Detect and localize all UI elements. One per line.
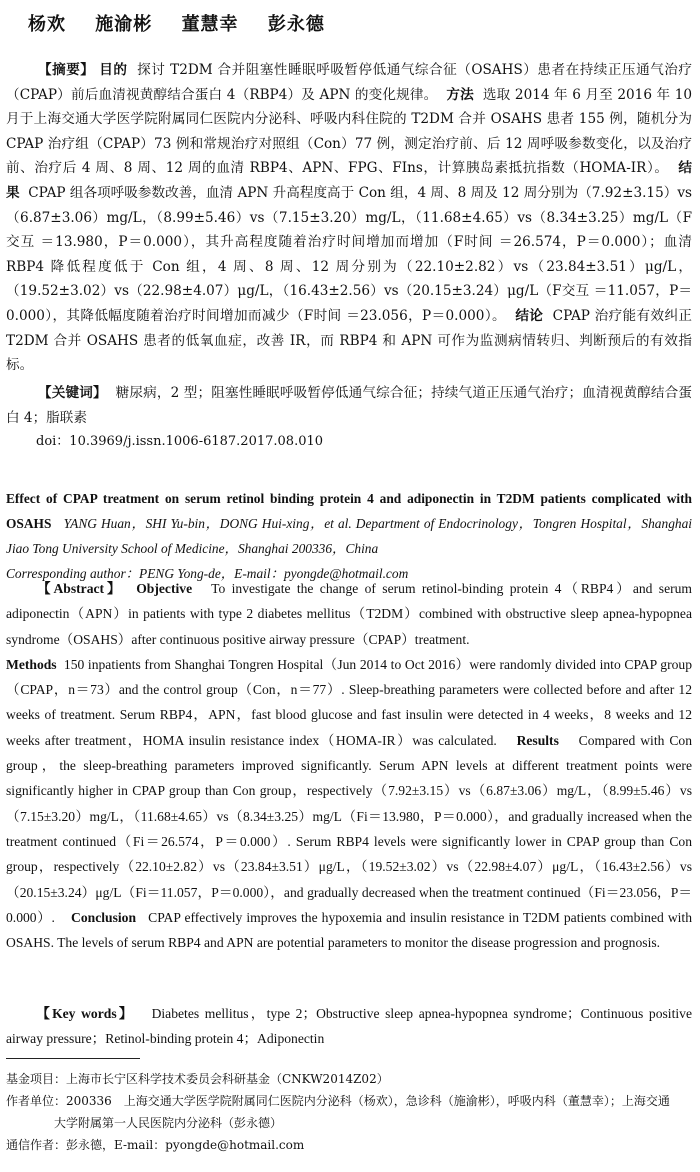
english-corresponding-author: Corresponding author：PENG Yong-de，E-mail：pyongde@hotmail.com [6,566,409,581]
abstract-en-label: 【Abstract】 [34,581,124,596]
author-name: 施渝彬 [95,14,153,35]
keywords-en-label: 【Key words】 [34,1006,135,1021]
authors-cn [28,10,347,36]
conclusion-en-label: Conclusion [71,909,137,925]
results-en-text: Compared with Con group，the sleep-breathing parameters improved significantly. Serum APN levels at different treatment points were significantly higher in CPAP group than Con group，respectively（7.92±3.15）vs（6.87±3.06）mg/L，（8.99±5.46）vs（7.15±3.20）mg/L，（11.68±4.65）vs（8.34±3.25）mg/L（Fi＝13.980，P＝0.000），and gradually increased when the treatment continued（Fi＝26.574，P＝0.000）. Serum RBP4 levels were significantly lower in CPAP group than Con group，respectively（22.10±2.82）vs（23.84±3.51）μg/L，（19.52±3.02）vs（22.98±4.07）μg/L，（16.43±2.56）vs（20.15±3.24）μg/L（Fi＝11.057，P＝0.000），and gradually decreased when the treatment continued（Fi＝23.056，P＝0.000）. [6,732,692,925]
methods-en-label: Methods [6,656,57,672]
results-cn-text: CPAP 组各项呼吸参数改善，血清 APN 升高程度高于 Con 组，4 周、8 周及 12 周分别为（7.92±3.15）vs（6.87±3.06）mg/L，（8.99±5.46）vs（7.15±3.20）mg/L，（11.68±4.65）vs（8.34±3.25）mg/L（F交互 ＝13.980，P＝0.000），其升高程度随着治疗时间增加而增加（F时间 ＝26.574，P＝0.000）；血清 RBP4 降低程度低于 Con 组，4 周、8 周、12 周分别为（22.10±2.82）vs（23.84±3.51）μg/L，（19.52±3.02）vs（22.98±4.07）μg/L，（16.43±2.56）vs（20.15±3.24）μg/L（F交互 ＝11.057，P＝0.000），其降低幅度随着治疗时间增加而减少（F时间 ＝23.056，P＝0.000）。 [6,184,692,324]
corresponding-footnote: 通信作者：彭永德，E-mail：pyongde@hotmail.com [6,1138,305,1152]
results-cn-label: 结果 [6,160,692,201]
conclusion-cn-label: 结论 [515,307,544,324]
fund-footnote: 基金项目：上海市长宁区科学技术委员会科研基金（CNKW2014Z02） [6,1072,389,1086]
results-en-label: Results [516,732,559,748]
objective-en-text: To investigate the change of serum retinol-binding protein 4（RBP4）and serum adiponectin（APN）in patients with type 2 diabetes mellitus（T2DM）combined with obstructive sleep apnea-hypopnea syndrome（OSAHS）after continuous positive airway pressure（CPAP）treatment. [6,581,693,647]
methods-cn-text: 选取 2014 年 6 月至 2016 年 10 月于上海交通大学医学院附属同仁医院内分泌科、呼吸内科住院的 T2DM 合并 OSAHS 患者 155 例，随机分为 CPAP 治疗组（CPAP）73 例和常规治疗对照组（Con）77 例，测定治疗前、后 12 周呼吸参数变化，以及治疗前、治疗后 4 周、8 周、12 周的血清 RBP4、APN、FPG、FIns，计算胰岛素抵抗指数（HOMA-IR）。 [6,86,693,177]
conclusion-en-text: CPAP effectively improves the hypoxemia and insulin resistance in T2DM patients combined with OSAHS. The levels of serum RBP4 and APN are potential parameters to monitor the disease progression and prognosis. [6,909,693,951]
english-authors-affiliation: YANG Huan，SHI Yu-bin，DONG Hui-xing，et al. Department of Endocrinology，Tongren Hospital，Shanghai Jiao Tong University School of Medicine，Shanghai 200336，China [6,516,692,556]
methods-en-text: 150 inpatients from Shanghai Tongren Hospital（Jun 2014 to Oct 2016）were randomly divided into CPAP group（CPAP，n＝73）and the control group（Con，n＝77）. Sleep-breathing parameters were collected before and after 12 weeks of treatment. Serum RBP4，APN，fast blood glucose and fast insulin were detected in 4 weeks，8 weeks and 12 weeks after treatment，HOMA insulin resistance index（HOMA-IR）was calculated. [6,656,692,748]
abstract-en [6,576,692,955]
abstract-cn-label: 【摘要】 [38,62,95,78]
author-name: 杨欢 [28,14,66,35]
footnotes [6,1068,696,1156]
objective-cn-text: 探讨 T2DM 合并阻塞性睡眠呼吸暂停低通气综合征（OSAHS）患者在持续正压通气治疗（CPAP）前后血清视黄醇结合蛋白 4（RBP4）及 APN 的变化规律。 [6,62,692,103]
english-title: Effect of CPAP treatment on serum retinol binding protein 4 and adiponectin in T2DM patients complicated with OSAHS [6,491,692,531]
author-name: 董慧幸 [181,14,239,35]
keywords-cn-text: 糖尿病，2 型；阻塞性睡眠呼吸暂停低通气综合征；持续气道正压通气治疗；血清视黄醇结合蛋白 4；脂联素 [6,385,692,426]
keywords-en [6,1001,692,1052]
objective-en-label: Objective [136,581,193,596]
affiliation-footnote-continued: 大学附属第一人民医院内分泌科（彭永德） [54,1116,283,1130]
conclusion-cn-text: CPAP 治疗能有效纠正 T2DM 合并 OSAHS 患者的低氧血症，改善 IR，而 RBP4 和 APN 可作为监测病情转归、判断预后的有效指标。 [6,307,692,374]
english-title-block [6,486,692,586]
objective-cn-label: 目的 [99,62,128,78]
affiliation-footnote: 作者单位：200336 上海交通大学医学院附属同仁医院内分泌科（杨欢），急诊科（施渝彬），呼吸内科（董慧幸）；上海交通 [6,1094,670,1108]
footnote-divider [6,1058,140,1059]
keywords-cn-label: 【关键词】 [38,385,107,401]
abstract-cn [6,58,692,378]
keywords-cn [6,381,692,430]
author-name: 彭永德 [267,14,325,35]
doi-line: doi：10.3969/j.issn.1006-6187.2017.08.010 [36,434,324,449]
keywords-en-text: Diabetes mellitus，type 2；Obstructive sleep apnea-hypopnea syndrome；Continuous positive airway pressure；Retinol-binding protein 4；Adiponectin [6,1006,692,1047]
methods-cn-label: 方法 [446,86,474,103]
